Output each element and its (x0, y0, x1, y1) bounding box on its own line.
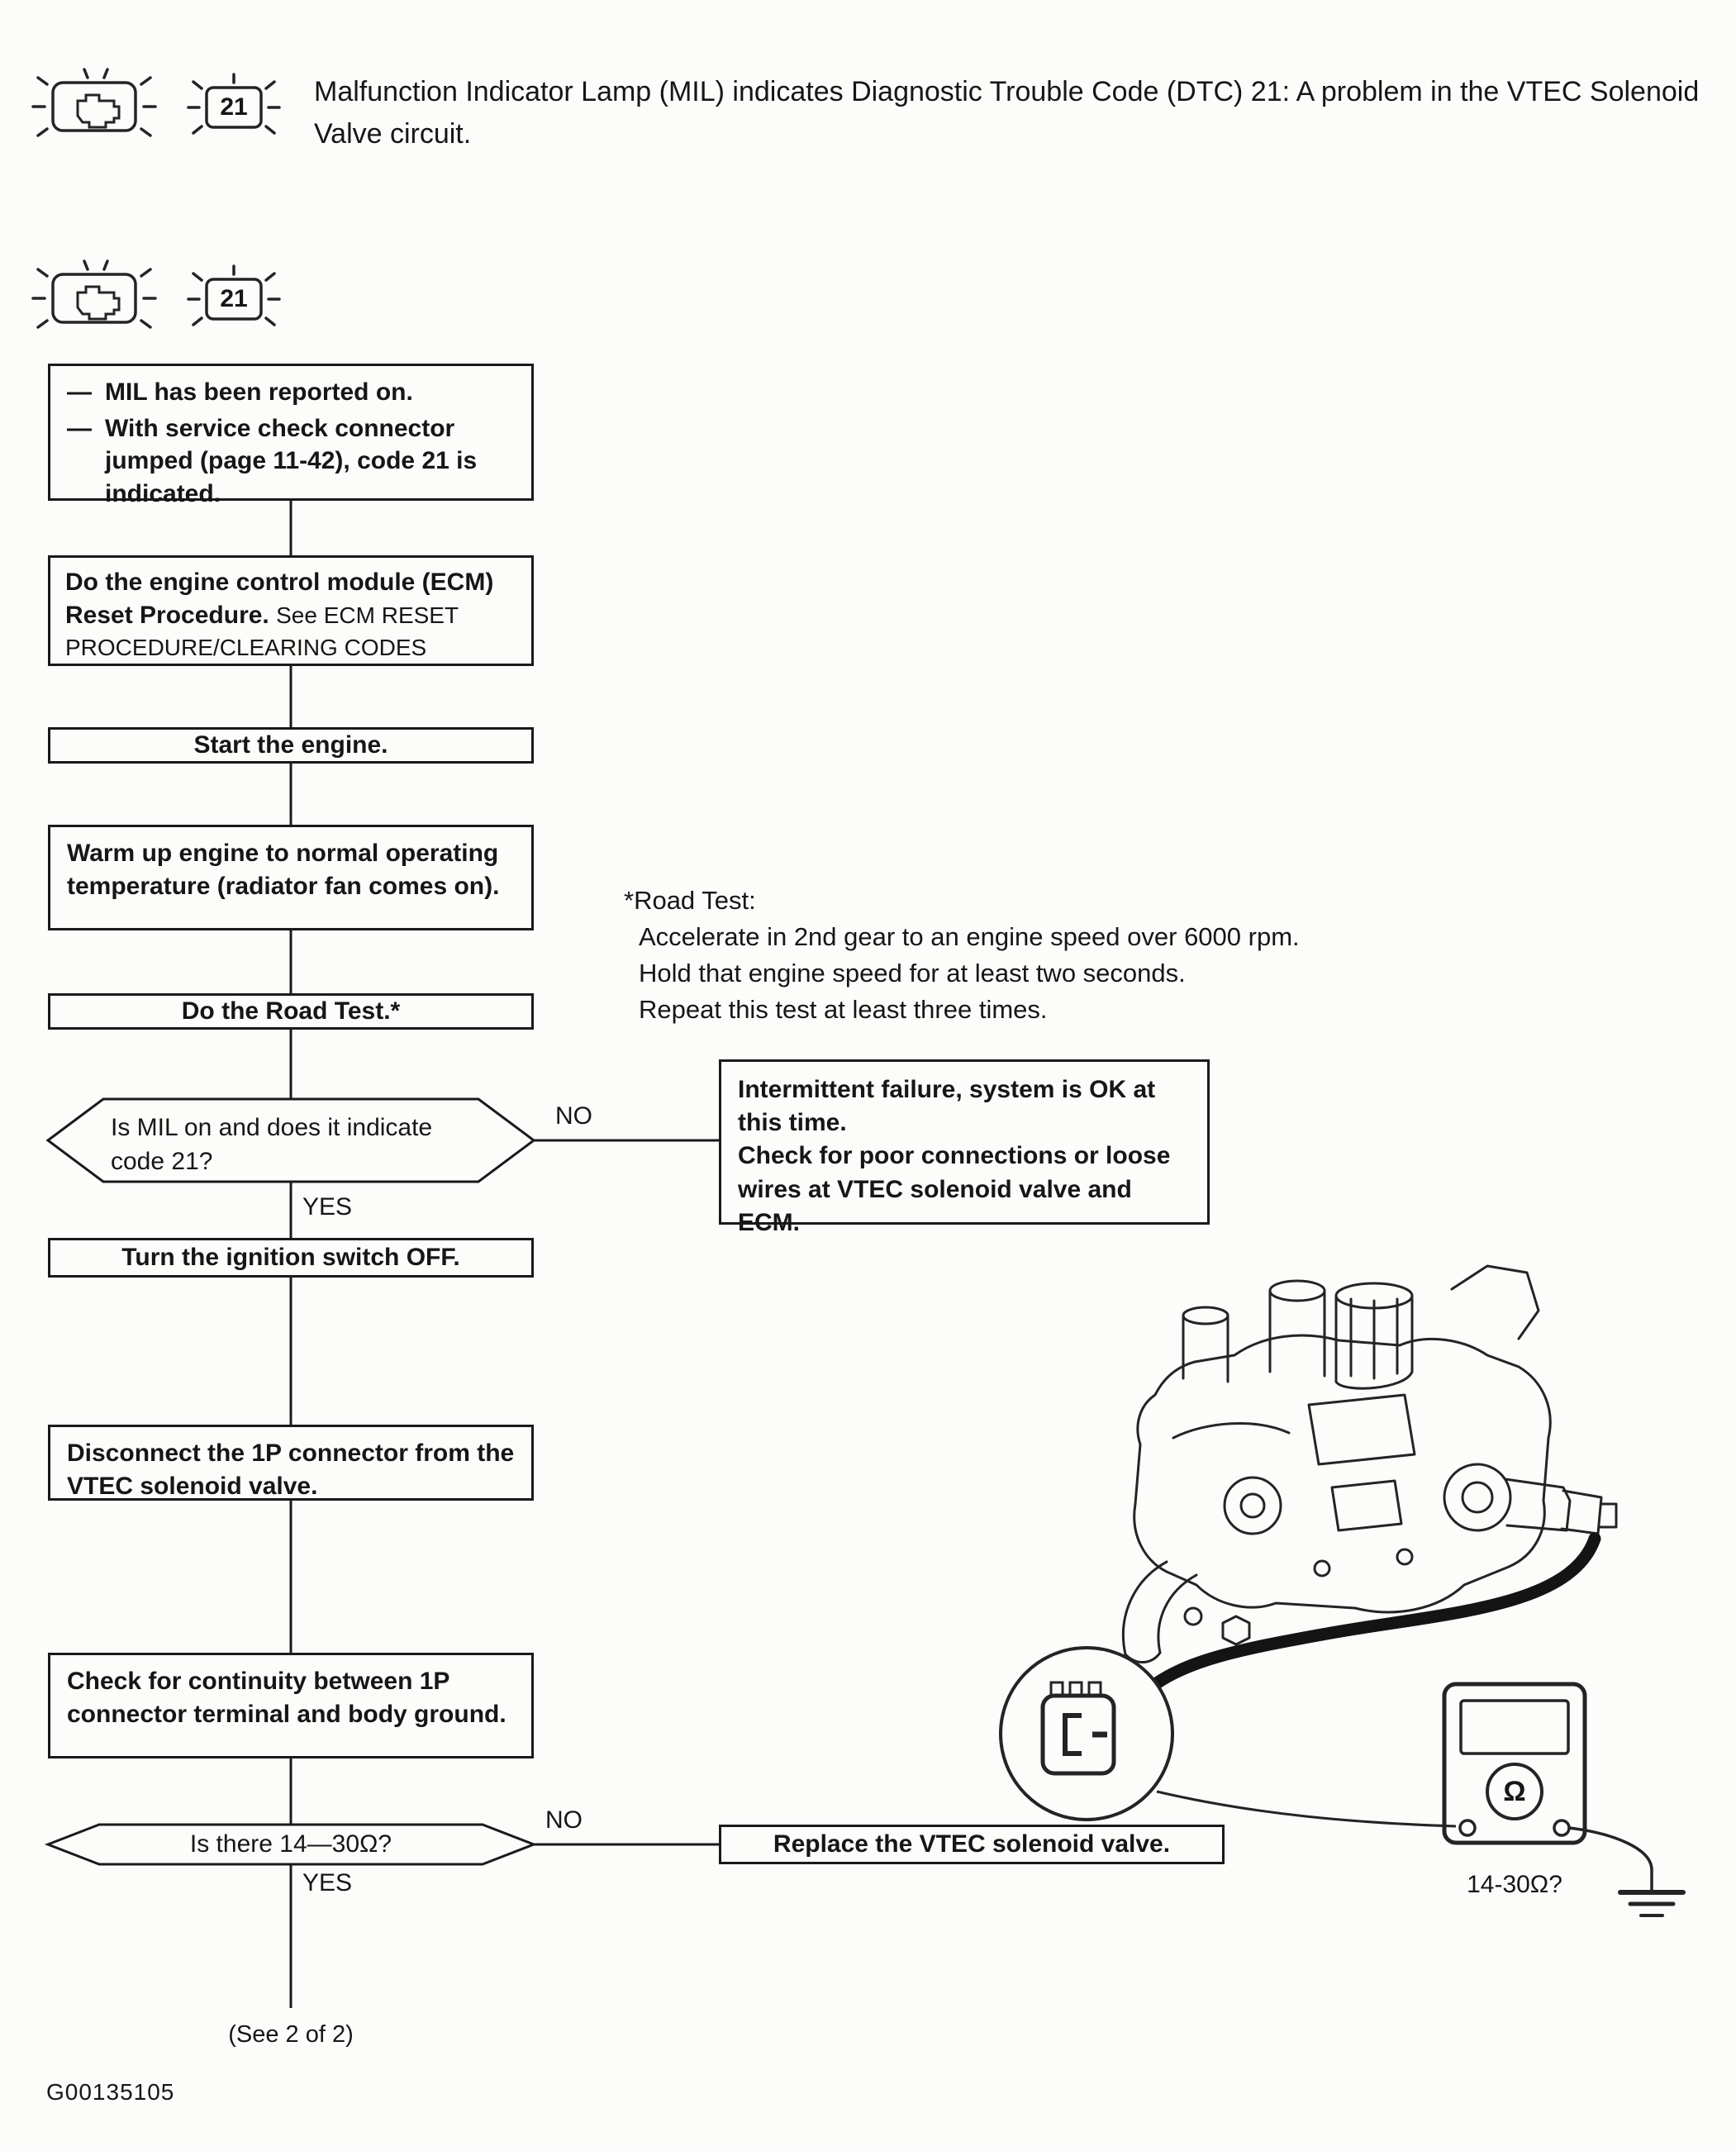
bullet-text: With service check connector jumped (page 11-42), code 21 is indicated. (105, 414, 478, 507)
mil-description: Malfunction Indicator Lamp (MIL) indicates Diagnostic Trouble Code (DTC) 21: A problem in the VTEC Solenoid Valve circuit. (314, 76, 1700, 150)
road-test-line: Hold that engine speed for at least two seconds. (639, 959, 1186, 988)
meter-range-label: 14-30Ω? (1467, 1871, 1562, 1898)
connector-magnifier (1001, 1648, 1172, 1820)
mil-lamp-icon (33, 261, 155, 327)
step-box-continuity-check: Check for continuity between 1P connector terminal and body ground. (48, 1653, 534, 1758)
label-no: NO (555, 1102, 592, 1130)
step-box-disconnect-1p: Disconnect the 1P connector from the VTEC solenoid valve. (48, 1425, 534, 1501)
figure-id: G00135105 (46, 2079, 175, 2105)
ecm-reset-action: Do the engine control module (ECM) Reset Procedure. (65, 569, 494, 629)
engine-illustration (1123, 1266, 1616, 1663)
label-yes: YES (302, 1869, 353, 1896)
badge-21-label: 21 (220, 93, 248, 121)
road-test-title: *Road Test: (624, 886, 756, 915)
ecm-reset-reference: See ECM RESET PROCEDURE/CLEARING CODES (65, 602, 459, 661)
intermittent-line: Intermittent failure, system is OK at this time. (738, 1076, 1156, 1137)
bullet-text: MIL has been reported on. (105, 378, 413, 406)
road-test-line: Accelerate in 2nd gear to an engine speed over 6000 rpm. (639, 922, 1300, 952)
bullet-dash: — (67, 378, 92, 406)
step-box-start-engine: Start the engine. (48, 727, 534, 764)
result-box-intermittent (719, 1059, 1210, 1236)
bullet-dash: — (67, 414, 92, 442)
result-box-replace-valve: Replace the VTEC solenoid valve. (719, 1825, 1225, 1864)
step-box-ecm-reset (48, 555, 534, 666)
meter-probe-lead (1157, 1792, 1456, 1826)
badge-21-label: 21 (220, 285, 248, 312)
road-test-line: Repeat this test at least three times. (639, 995, 1048, 1025)
intermittent-line: Check for poor connections or loose wires at VTEC solenoid valve and ECM. (738, 1142, 1171, 1236)
decision-mil-code21: Is MIL on and does it indicate code 21? (111, 1114, 433, 1176)
step-box-road-test: Do the Road Test.* (48, 993, 534, 1030)
step-box-ignition-off: Turn the ignition switch OFF. (48, 1238, 534, 1278)
decision-resistance: Is there 14—30Ω? (189, 1830, 392, 1858)
mil-reported-item (67, 376, 515, 409)
label-yes: YES (302, 1193, 353, 1221)
step-box-mil-reported (48, 364, 534, 507)
mil-reported-item (67, 412, 515, 511)
multimeter-icon (1444, 1684, 1585, 1843)
ground-symbol (1569, 1828, 1683, 1915)
road-test-note (624, 883, 1334, 1028)
step-box-warm-up: Warm up engine to normal operating temperature (radiator fan comes on). (48, 825, 534, 930)
solenoid-lead-wire (1147, 1539, 1595, 1691)
label-no: NO (545, 1806, 583, 1834)
continuation-note: (See 2 of 2) (228, 2021, 354, 2048)
mil-lamp-icon (33, 69, 155, 136)
ohm-dial-symbol: Ω (1503, 1775, 1526, 1807)
